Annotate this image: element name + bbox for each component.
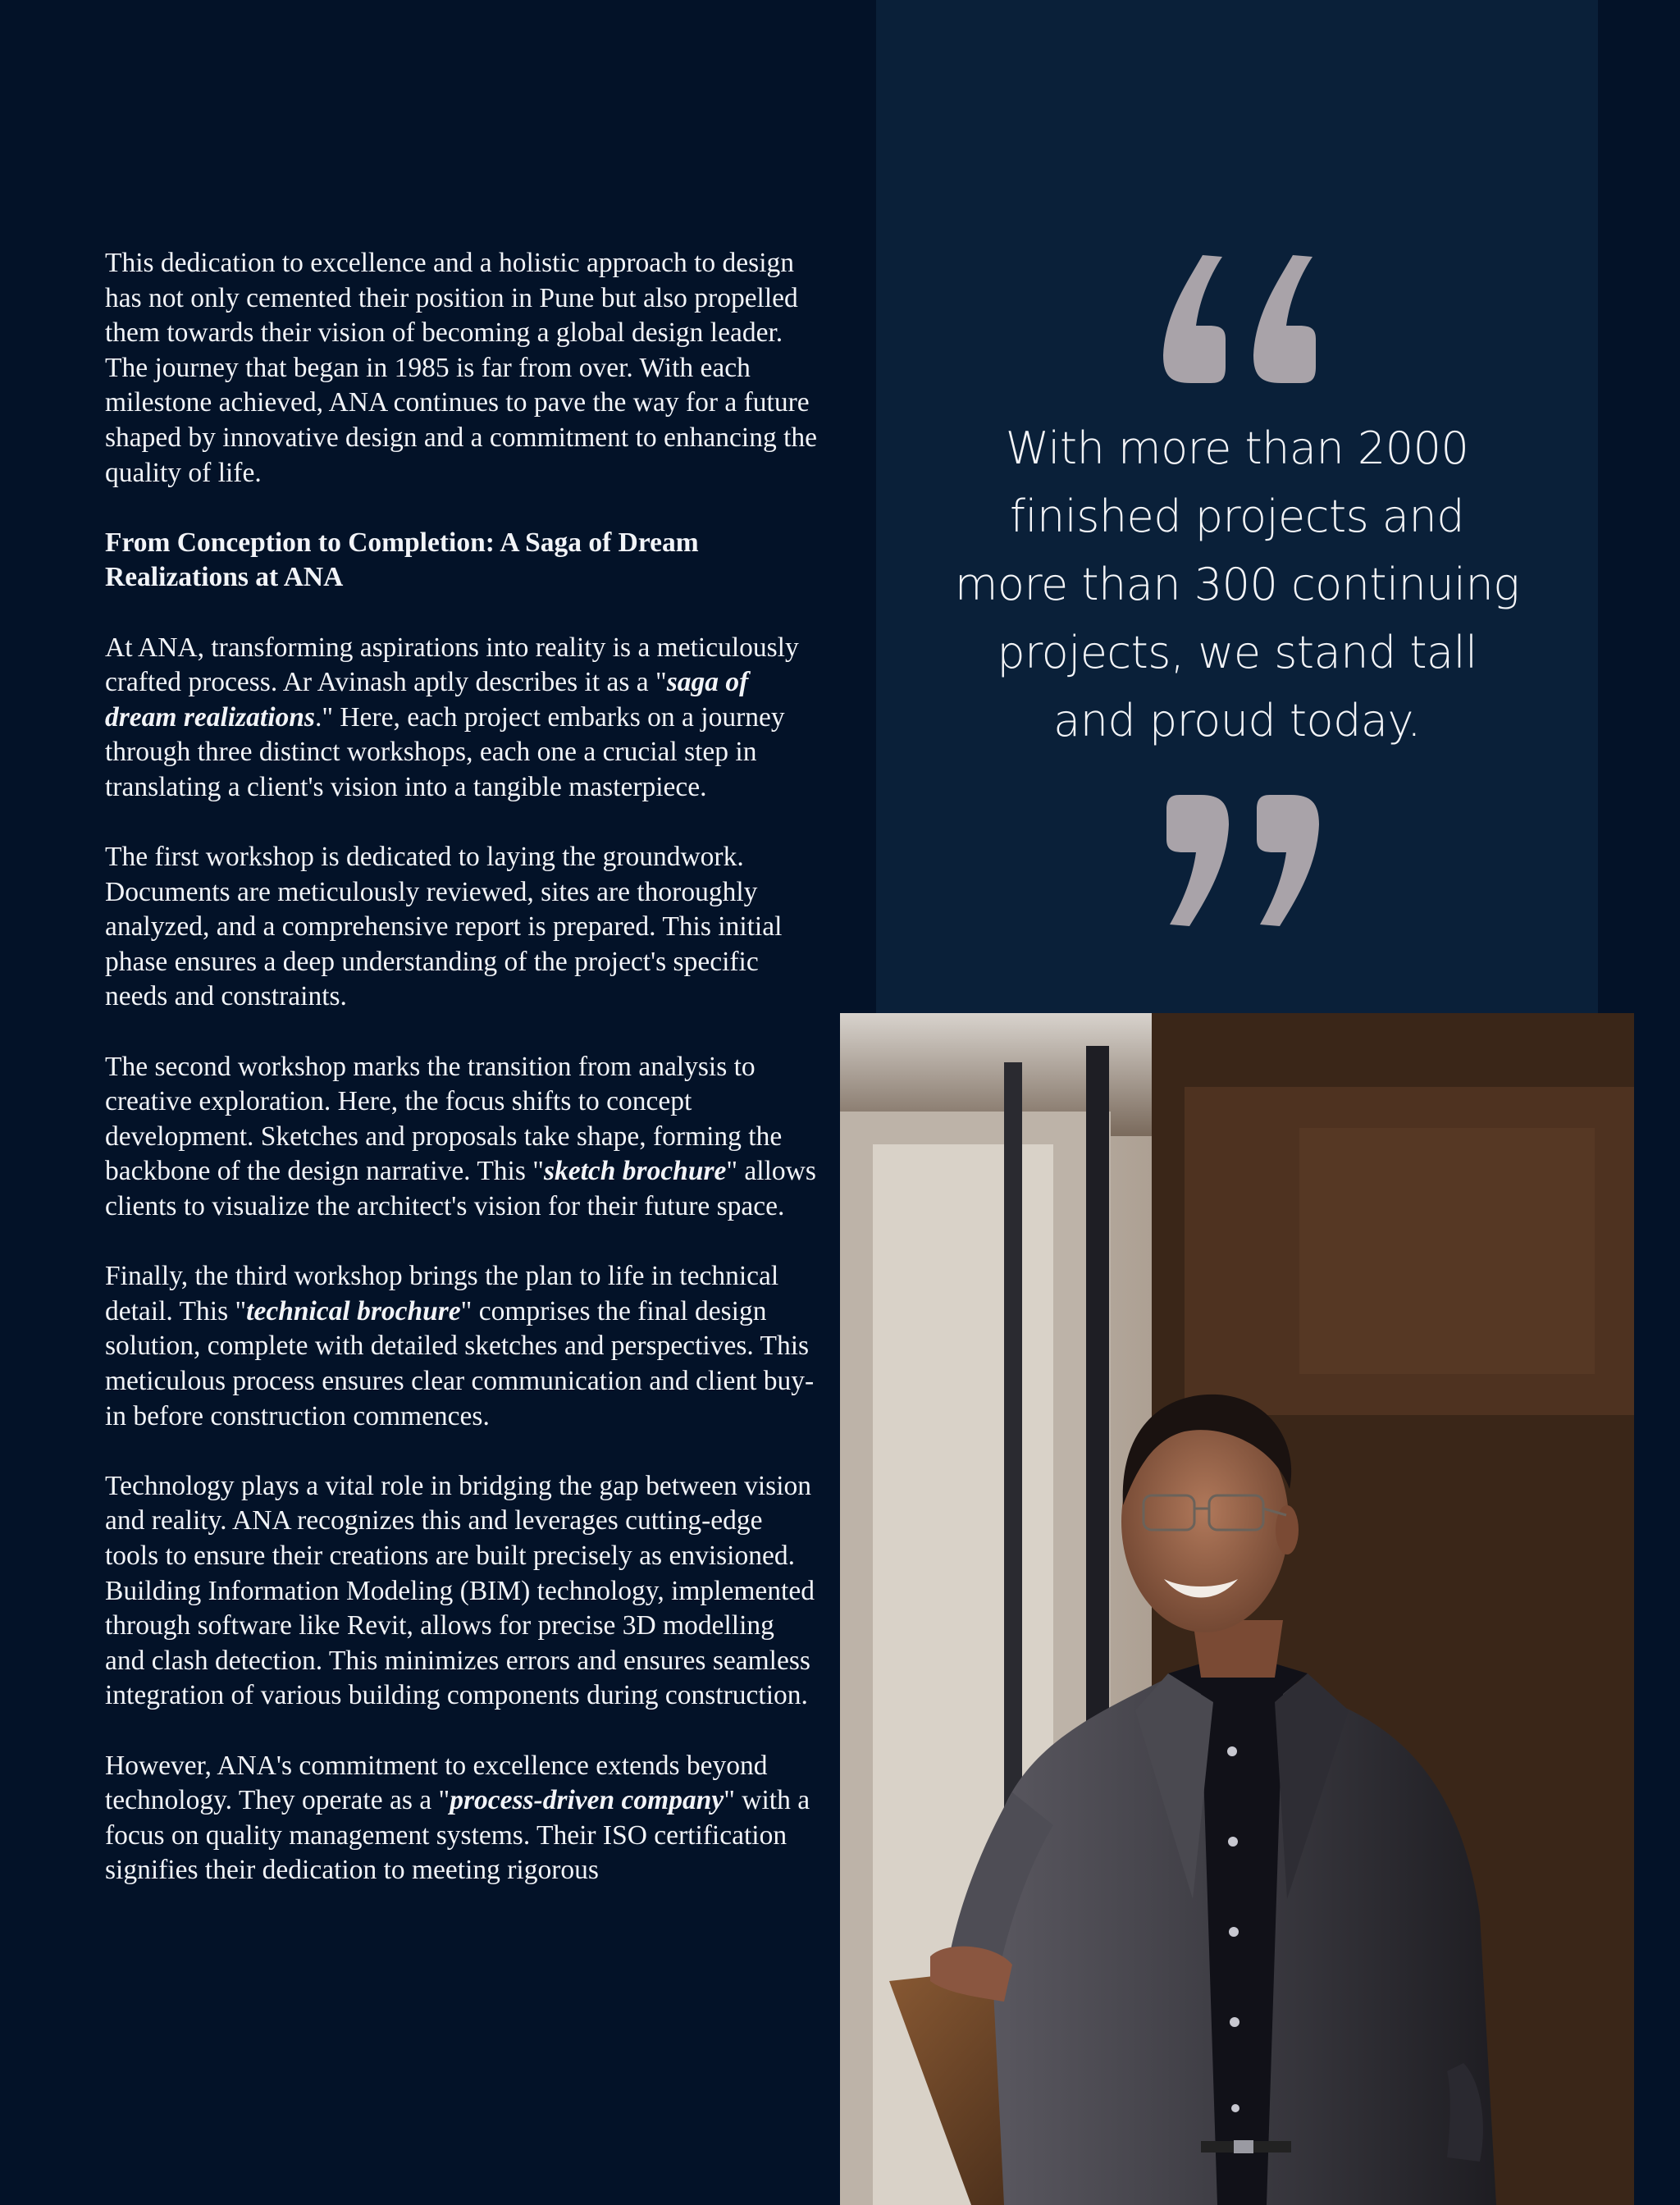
pull-quote-text: With more than 2000 finished projects and more than 300 continuing projects, we stand tall and proud today. [954, 422, 1520, 746]
emphasis-sketch-brochure: sketch brochure [543, 1156, 727, 1187]
paragraph-first-workshop: The first workshop is dedicated to laying the groundwork. Documents are meticulously reviewed, sites are thoroughly analyzed, and a comprehensive report is prepared. This initial phase ensures a deep understanding of the project's specific needs and constraints. [105, 842, 783, 1012]
paragraph-process-text-a: However, ANA's commitment to excellence extends beyond technology. They operate as a " [105, 1750, 768, 1816]
close-quote-icon [1155, 792, 1319, 931]
emphasis-technical-brochure: technical brochure [246, 1295, 461, 1326]
paragraph-second-text-b: " allows clients to visualize the architect's vision for their future space. [105, 1156, 816, 1222]
emphasis-saga: saga of dream realizations [105, 667, 749, 733]
paragraph-second-workshop [105, 1050, 819, 1225]
portrait-illustration [840, 1013, 1634, 2205]
article-body [105, 246, 819, 1924]
paragraph-saga-text-b: ." Here, each project embarks on a journey through three distinct workshops, each one a crucial step in translating a client's vision into a tangible masterpiece. [105, 701, 785, 802]
open-quote-icon [1155, 250, 1319, 390]
paragraph-technology: Technology plays a vital role in bridging the gap between vision and reality. ANA recognizes this and leverages cutting-edge tools to ensure their creations are built precisely as envisioned. Building Information Modeling (BIM) technology, implemented through software like Revit, allows for precise 3D modelling and clash detection. This minimizes errors and ensures seamless integration of various building components during construction. [105, 1470, 815, 1711]
pull-quote-panel [876, 0, 1598, 1013]
paragraph-third-text-a: Finally, the third workshop brings the plan to life in technical detail. This " [105, 1261, 779, 1326]
paragraph-third-workshop [105, 1259, 819, 1434]
paragraph-process [105, 1749, 819, 1888]
paragraph-second-text-a: The second workshop marks the transition from analysis to creative exploration. Here, the focus shifts to concept development. Sketches and proposals take shape, forming the backbone of the design narrative. This " [105, 1051, 783, 1187]
section-heading: From Conception to Completion: A Saga of Dream Realizations at ANA [105, 527, 699, 593]
paragraph-third-text-b: " comprises the final design solution, complete with detailed sketches and perspectives. This meticulous process ensures clear communication and client buy-in before construction commences. [105, 1295, 815, 1431]
emphasis-process-driven: process-driven company [450, 1785, 724, 1816]
portrait-photo [840, 1013, 1634, 2205]
paragraph-saga-text-a: At ANA, transforming aspirations into reality is a meticulously crafted process. Ar Avinash aptly describes it as a " [105, 632, 799, 698]
paragraph-process-text-b: " with a focus on quality management systems. Their ISO certification signifies their dedication to meeting rigorous [105, 1785, 810, 1886]
paragraph-intro: This dedication to excellence and a holistic approach to design has not only cemented their position in Pune but also propelled them towards their vision of becoming a global design leader. The journey that began in 1985 is far from over. With each milestone achieved, ANA continues to pave the way for a future shaped by innovative design and a commitment to enhancing the quality of life. [105, 248, 817, 488]
paragraph-saga [105, 631, 819, 806]
